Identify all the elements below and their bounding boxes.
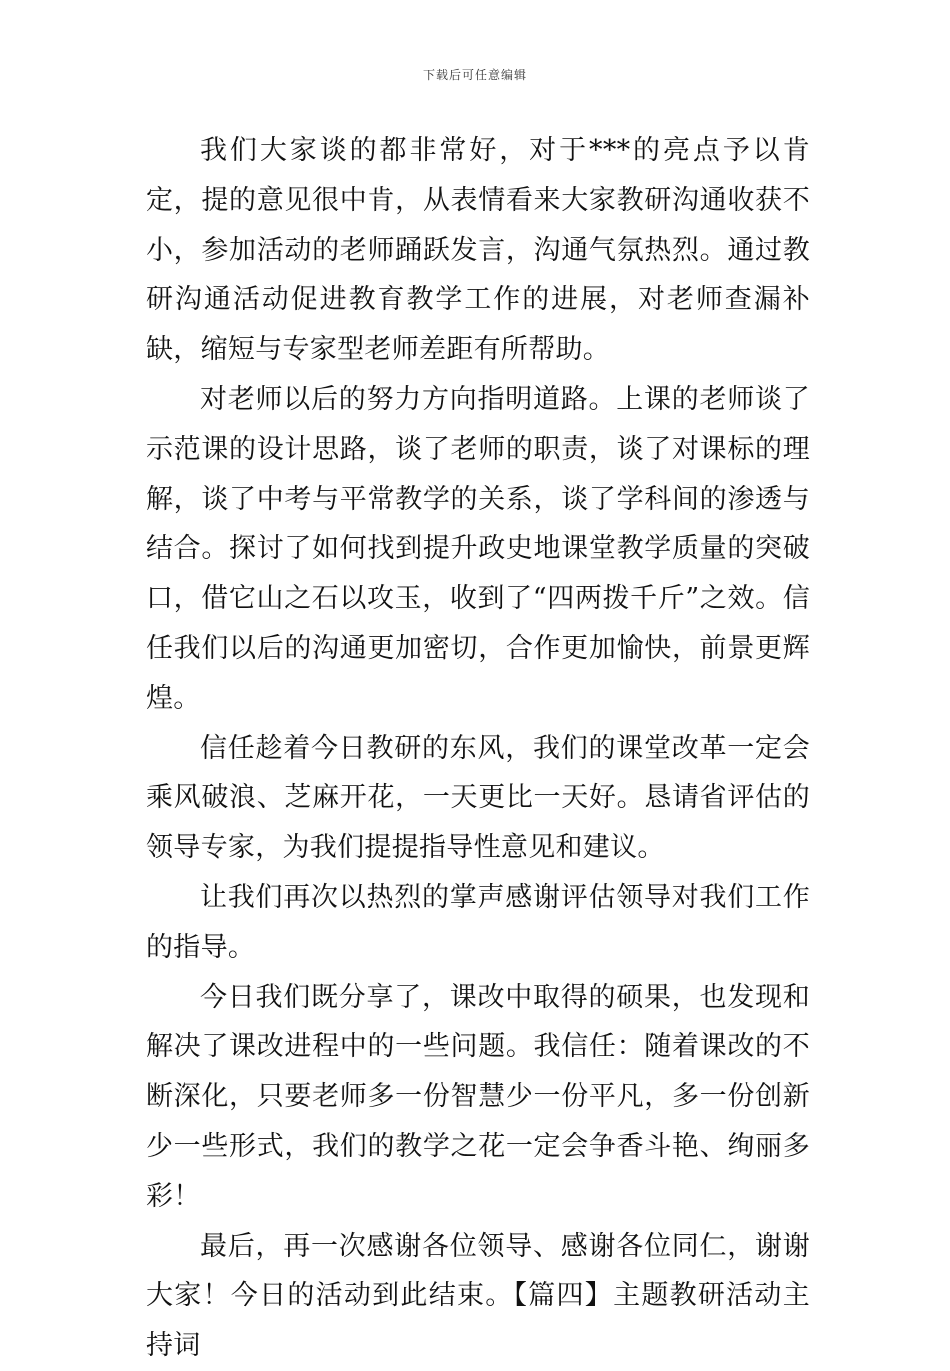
paragraph-1: 我们大家谈的都非常好，对于***的亮点予以肯定，提的意见很中肯，从表情看来大家教研沟通收获不小，参加活动的老师踊跃发言，沟通气氛热烈。通过教研沟通活动促进教育教学工作的进展，对老师查漏补缺，缩短与专家型老师差距有所帮助。	[146, 135, 810, 366]
paragraph-6: 最后，再一次感谢各位领导、感谢各位同仁，谢谢大家！今日的活动到此结束。【篇四】主题教研活动主持词	[146, 1230, 810, 1362]
page-header: 下载后可任意编辑	[422, 68, 527, 82]
paragraph-4: 让我们再次以热烈的掌声感谢评估领导对我们工作的指导。	[146, 881, 810, 963]
document-body	[146, 126, 810, 1371]
paragraph-3: 信任趁着今日教研的东风，我们的课堂改革一定会乘风破浪、芝麻开花，一天更比一天好。恳请省评估的领导专家，为我们提提指导性意见和建议。	[146, 732, 810, 864]
paragraph-5: 今日我们既分享了，课改中取得的硕果，也发现和解决了课改进程中的一些问题。我信任：随着课改的不断深化，只要老师多一份智慧少一份平凡，多一份创新少一些形式，我们的教学之花一定会争香斗艳、绚丽多彩！	[146, 981, 810, 1212]
paragraph-2: 对老师以后的努力方向指明道路。上课的老师谈了示范课的设计思路，谈了老师的职责，谈了对课标的理解，谈了中考与平常教学的关系，谈了学科间的渗透与结合。探讨了如何找到提升政史地课堂教学质量的突破口，借它山之石以攻玉，收到了“四两拨千斤”之效。信任我们以后的沟通更加密切，合作更加愉快，前景更辉煌。	[146, 383, 810, 714]
